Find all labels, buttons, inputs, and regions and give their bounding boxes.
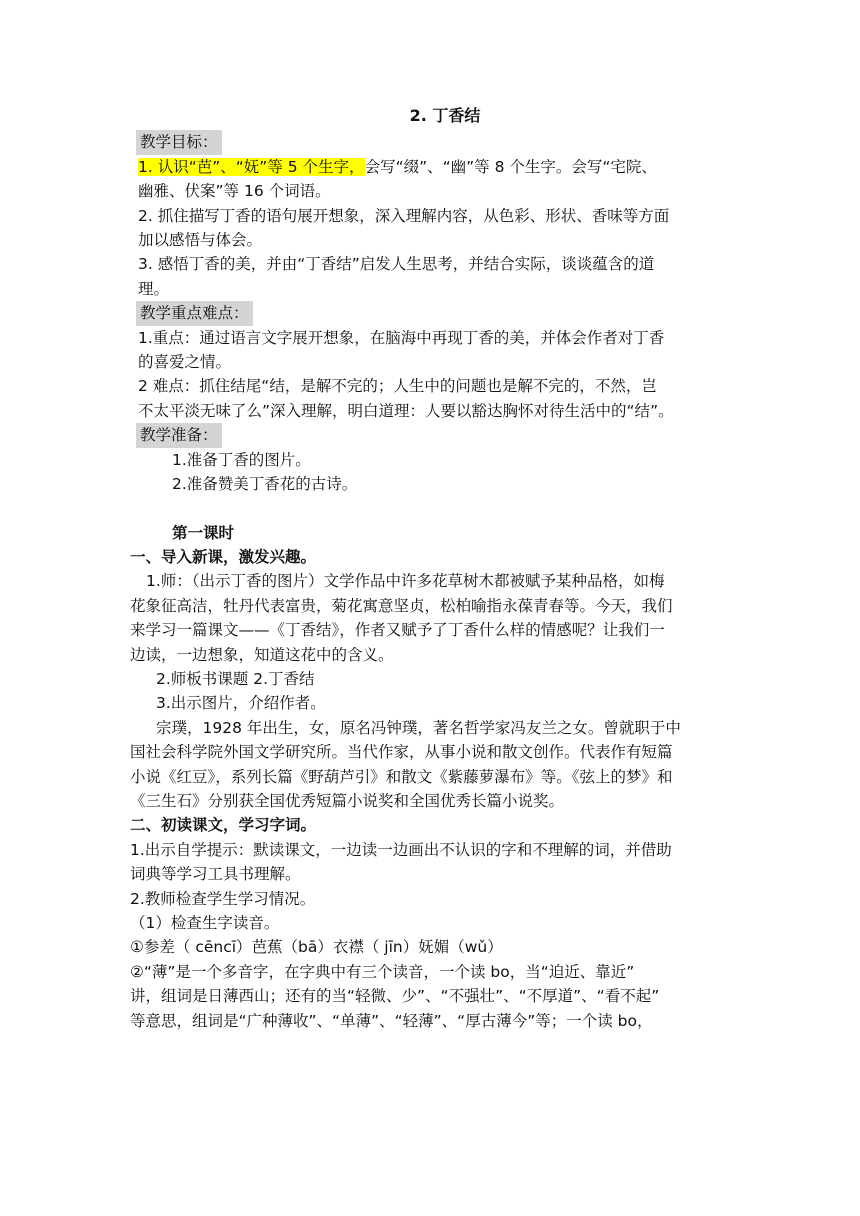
section2-paragraph-3: （1）检查生字读音。 [130,914,280,932]
section2-paragraph-4: ①参差（ cēncī）芭蕉（bā）衣襟（ jīn）妩媚（wǔ） [130,938,503,957]
section-heading-2: 二、初读课文，学习字词。 [130,816,317,835]
document-body [130,104,730,1033]
section-label-goals: 教学目标： [136,130,222,154]
section1-paragraph-3: 3.出示图片，介绍作者。 [156,694,326,713]
section1-paragraph-1: 1.师：（出示丁香的图片）文学作品中许多花草树木都被赋予某种品格，如梅 花象征高洁，牡丹代表富贵，菊花寓意坚贞，松柏喻指永葆青春等。今天，我们 来学习一篇课文——《丁香结》，作者又赋予了丁香什么样的情感呢？让我们一 边读，一边想象，知道这花中的含义。 [130,572,673,664]
section1-paragraph-2: 2.师板书课题 2.丁香结 [156,669,315,688]
section2-paragraph-1: 1.出示自学提示：默读课文，一边读一边画出不认识的字和不理解的词，并借助 词典等学习工具书理解。 [130,840,672,884]
lesson-title: 2. 丁香结 [409,106,481,125]
section2-paragraph-2: 2.教师检查学生学习情况。 [130,889,316,908]
section-label-key-points: 教学重点难点： [136,301,253,325]
goal-1: 1. 认识“芭”、“妩”等 5 个生字，会写“缀”、“幽”等 8 个生字。会写“宅院、 幽雅、伏案”等 16 个词语。 [138,157,657,201]
goal-3: 3. 感悟丁香的美，并由“丁香结”启发人生思考，并结合实际，谈谈蕴含的道 理。 [138,255,655,298]
prep-item-2: 2.准备赞美丁香花的古诗。 [172,475,358,494]
section-heading-1: 一、导入新课，激发兴趣。 [130,547,317,566]
author-bio: 宗璞，1928 年出生，女，原名冯钟璞，著名哲学家冯友兰之女。曾就职于中 国社会科学院外国文学研究所。当代作家，从事小说和散文创作。代表作有短篇 小说《红豆》，系列长篇《野葫芦引》和散文《紫藤萝瀑布》等。《弦上的梦》和 《三生石》分别获全国优秀短篇小说奖和全国优秀长篇小说奖。 [130,718,681,810]
section2-paragraph-5: ②“薄”是一个多音字，在字典中有三个读音，一个读 bo，当“迫近、靠近” 讲，组词是日薄西山；还有的当“轻微、少”、“不强壮”、“不厚道”、“看不起” 等意思，组词是“广种薄收”、“单薄”、“轻薄”、“厚古薄今”等；一个读 bo， [130,962,660,1030]
lesson-period-heading: 第一课时 [172,523,235,542]
highlighted-text: 1. 认识“芭”、“妩”等 5 个生字， [138,157,365,176]
section-label-preparation: 教学准备： [136,423,222,447]
key-point-2: 2 难点：抓住结尾“结，是解不完的；人生中的问题也是解不完的，不然，岂 不太平淡无味了么”深入理解，明白道理：人要以豁达胸怀对待生活中的“结”。 [138,377,674,420]
key-point-1: 1.重点：通过语言文字展开想象，在脑海中再现丁香的美，并体会作者对丁香 的喜爱之情。 [138,328,665,372]
goal-2: 2. 抓住描写丁香的语句展开想象，深入理解内容，从色彩、形状、香味等方面 加以感悟与体会。 [138,206,670,250]
prep-item-1: 1.准备丁香的图片。 [172,450,311,469]
